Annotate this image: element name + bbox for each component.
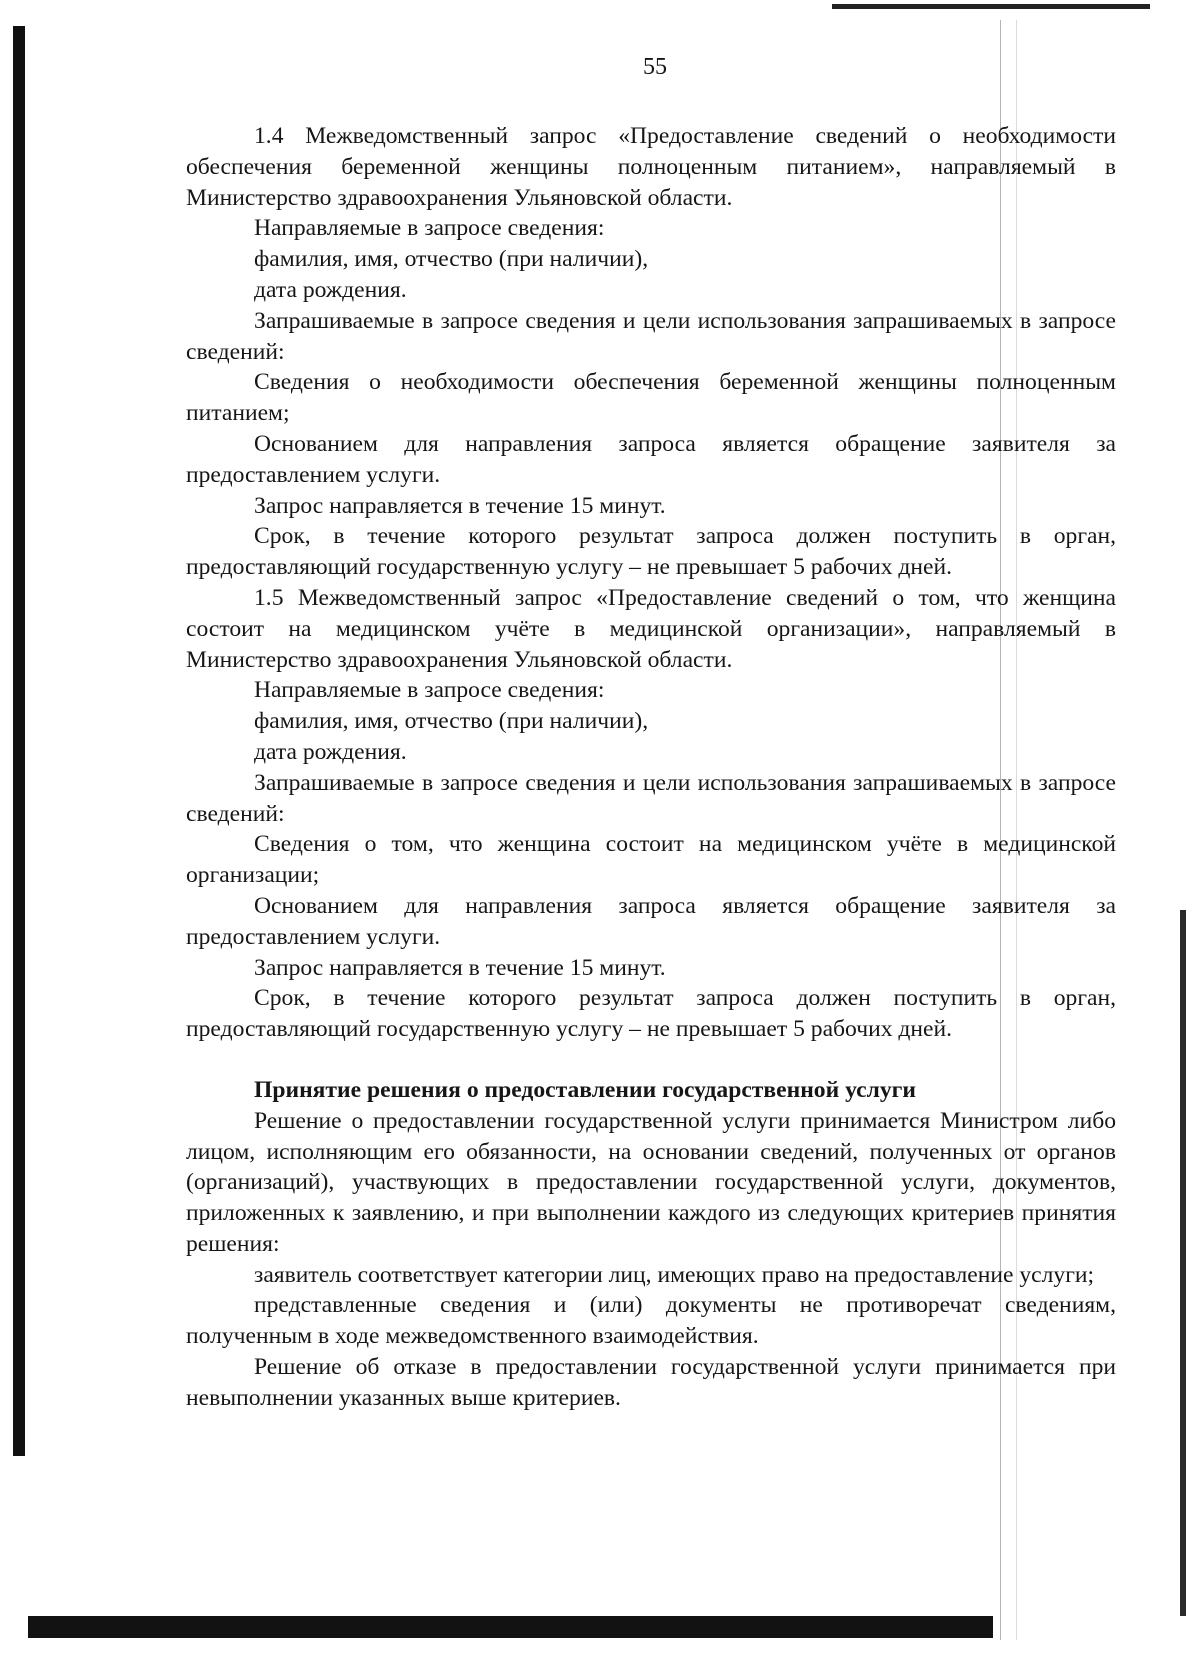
scan-edge-top xyxy=(832,4,1150,9)
scan-edge-bottom xyxy=(28,1616,993,1638)
paragraph-nutrition-info: Сведения о необходимости обеспечения беременной женщины полноценным питанием; xyxy=(186,369,1116,427)
paragraph-medical-record-info: Сведения о том, что женщина состоит на медицинском учёте в медицинской организации; xyxy=(186,831,1116,889)
paragraph-requested-data-2: Запрашиваемые в запросе сведения и цели использования запрашиваемых в запросе сведений: xyxy=(186,769,1116,827)
paragraph-request-time-2: Запрос направляется в течение 15 минут. xyxy=(254,954,666,981)
paragraph-full-name: фамилия, имя, отчество (при наличии), xyxy=(254,246,649,273)
paragraph-birth-date: дата рождения. xyxy=(254,276,407,303)
paragraph-sent-data-label: Направляемые в запросе сведения: xyxy=(254,215,605,242)
paragraph-requested-data: Запрашиваемые в запросе сведения и цели использования запрашиваемых в запросе сведений: xyxy=(186,307,1116,365)
paragraph-request-time: Запрос направляется в течение 15 минут. xyxy=(254,492,666,519)
section-heading-decision: Принятие решения о предоставлении государственной услуги xyxy=(254,1076,916,1103)
paragraph-request-basis-2: Основанием для направления запроса является обращение заявителя за предоставлением услуги. xyxy=(186,892,1116,950)
paragraph-sent-data-label-2: Направляемые в запросе сведения: xyxy=(254,677,605,704)
paragraph-full-name-2: фамилия, имя, отчество (при наличии), xyxy=(254,708,649,735)
page-number: 55 xyxy=(643,54,667,80)
paragraph-response-deadline: Срок, в течение которого результат запроса должен поступить в орган, предоставляющий государственную услугу – не превышает 5 рабочих дней. xyxy=(186,523,1116,581)
paragraph-birth-date-2: дата рождения. xyxy=(254,738,407,765)
paragraph-criterion-consistency: представленные сведения и (или) документы не противоречат сведениям, полученным в ходе межведомственного взаимодействия. xyxy=(186,1292,1116,1350)
document-body xyxy=(186,121,1116,1414)
scan-edge-right xyxy=(1180,910,1186,1616)
paragraph-1-5-title: 1.5 Межведомственный запрос «Предоставление сведений о том, что женщина состоит на медицинском учёте в медицинской организации», направляемый в Министерство здравоохранения Ульяновской области. xyxy=(186,584,1116,673)
paragraph-refusal-decision: Решение об отказе в предоставлении государственной услуги принимается при невыполнении указанных выше критериев. xyxy=(186,1354,1116,1411)
paragraph-criterion-category: заявитель соответствует категории лиц, имеющих право на предоставление услуги; xyxy=(254,1261,1095,1288)
paragraph-response-deadline-2: Срок, в течение которого результат запроса должен поступить в орган, предоставляющий государственную услугу – не превышает 5 рабочих дней. xyxy=(186,985,1116,1043)
paragraph-request-basis: Основанием для направления запроса является обращение заявителя за предоставлением услуги. xyxy=(186,430,1116,488)
paragraph-1-4-title: 1.4 Межведомственный запрос «Предоставление сведений о необходимости обеспечения беременной женщины полноценным питанием», направляемый в Министерство здравоохранения Ульяновской области. xyxy=(186,123,1116,211)
paragraph-decision-criteria: Решение о предоставлении государственной услуги принимается Министром либо лицом, исполняющим его обязанности, на основании сведений, полученных от органов (организаций), участвующих в предоставлении государственной услуги, документов, приложенных к заявлению, и при выполнении каждого из следующих критериев принятия решения: xyxy=(186,1107,1116,1257)
scan-edge-left xyxy=(13,26,25,1456)
